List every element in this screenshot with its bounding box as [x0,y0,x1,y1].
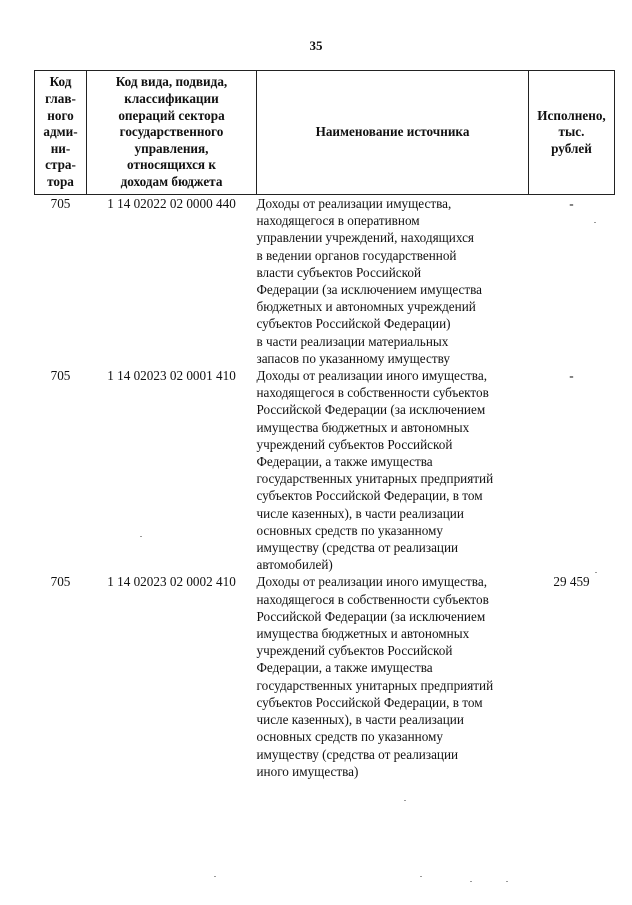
source-name-line: Российской Федерации (за исключением [256,608,486,624]
header-source-name: Наименование источника [257,71,529,195]
source-name-line: Доходы от реализации иного имущества, [256,574,487,590]
source-name-line: учреждений субъектов Российской [256,436,453,452]
source-name-line: основных средств по указанному [256,729,443,745]
header-line: государственного [119,124,224,140]
source-name-line: имуществу (средства от реализации [256,746,459,762]
source-name-line: запасов по указанному имуществу [256,350,450,366]
source-name-line: государственных унитарных предприятий [256,471,494,487]
source-name-line: Федерации, а также имущества [256,660,433,676]
header-line: классификации [124,91,219,107]
scan-artifact [594,222,596,223]
amount-cell: 29 459 [553,574,590,590]
table-row [35,573,615,779]
source-name-line: числе казенных), в части реализации [256,505,464,521]
header-line: адми- [43,124,78,140]
source-name-line: находящегося в оперативном [256,213,420,229]
header-line: ного [47,107,74,123]
header-line: доходам бюджета [120,173,223,189]
source-name-line: власти субъектов Российской [256,264,422,280]
header-executed [529,71,615,195]
source-name-line: находящегося в собственности субъектов [256,591,489,607]
header-line: относящихся к [127,157,216,173]
header-line: рублей [551,140,592,156]
header-line: глав- [45,91,76,107]
source-name-line: бюджетных и автономных учреждений [256,299,476,315]
source-name-line: Доходы от реализации имущества, [256,196,452,211]
revenue-sources-table [34,70,615,780]
header-line: Исполнено, [537,107,606,123]
source-name-line: учреждений субъектов Российской [256,643,453,659]
source-name-line: автомобилей) [256,557,333,573]
header-line: Код вида, подвида, [115,74,228,90]
source-name-line: основных средств по указанному [256,522,443,538]
header-line: управления, [134,140,209,156]
source-name-line: числе казенных), в части реализации [256,712,464,728]
header-admin-code [35,71,87,195]
scan-artifact [470,881,472,882]
source-name-line: управлении учреждений, находящихся [256,230,475,246]
classification-code-cell: 1 14 02023 02 0001 410 [107,368,236,384]
admin-code-cell: 705 [50,368,71,384]
scan-artifact [140,536,142,537]
source-name-cell [257,573,529,779]
scan-artifact [404,800,406,801]
source-name-line: Доходы от реализации иного имущества, [256,368,487,384]
source-name-cell [257,367,529,573]
source-name-line: субъектов Российской Федерации, в том [256,488,483,504]
source-name-line: Российской Федерации (за исключением [256,402,486,418]
classification-code-cell: 1 14 02022 02 0000 440 [107,196,236,211]
source-name-line: иного имущества) [256,763,359,779]
source-name-line: имущества бюджетных и автономных [256,626,470,642]
header-line: операций сектора [118,107,225,123]
header-line: ни- [50,140,71,156]
header-line: тора [47,173,74,189]
admin-code-cell: 705 [50,196,71,211]
source-name-line: находящегося в собственности субъектов [256,385,489,401]
table-row [35,367,615,573]
header-line: Код [49,74,72,90]
source-name-line: в части реализации материальных [256,333,449,349]
source-name-line: государственных унитарных предприятий [256,677,494,693]
source-name-line: субъектов Российской Федерации) [256,316,451,332]
amount-cell: - [569,196,574,211]
header-classification-code [87,71,257,195]
classification-code-cell: 1 14 02023 02 0002 410 [107,574,236,590]
scan-artifact [420,876,422,877]
source-name-line: в ведении органов государственной [256,247,457,263]
source-name-line: Федерации (за исключением имущества [256,282,483,298]
amount-cell: - [569,368,574,384]
source-name-line: Федерации, а также имущества [256,454,433,470]
scan-artifact [506,881,508,882]
scan-artifact [595,572,597,573]
header-line: стра- [45,157,76,173]
source-name-cell [257,195,529,368]
admin-code-cell: 705 [50,574,71,590]
table-header-row [35,71,615,195]
header-line: тыс. [558,124,585,140]
table-row [35,195,615,368]
scan-artifact [214,876,216,877]
source-name-line: имуществу (средства от реализации [256,540,459,556]
page-number: 35 [309,38,323,53]
table-body [35,195,615,780]
source-name-line: субъектов Российской Федерации, в том [256,694,483,710]
source-name-line: имущества бюджетных и автономных [256,419,470,435]
